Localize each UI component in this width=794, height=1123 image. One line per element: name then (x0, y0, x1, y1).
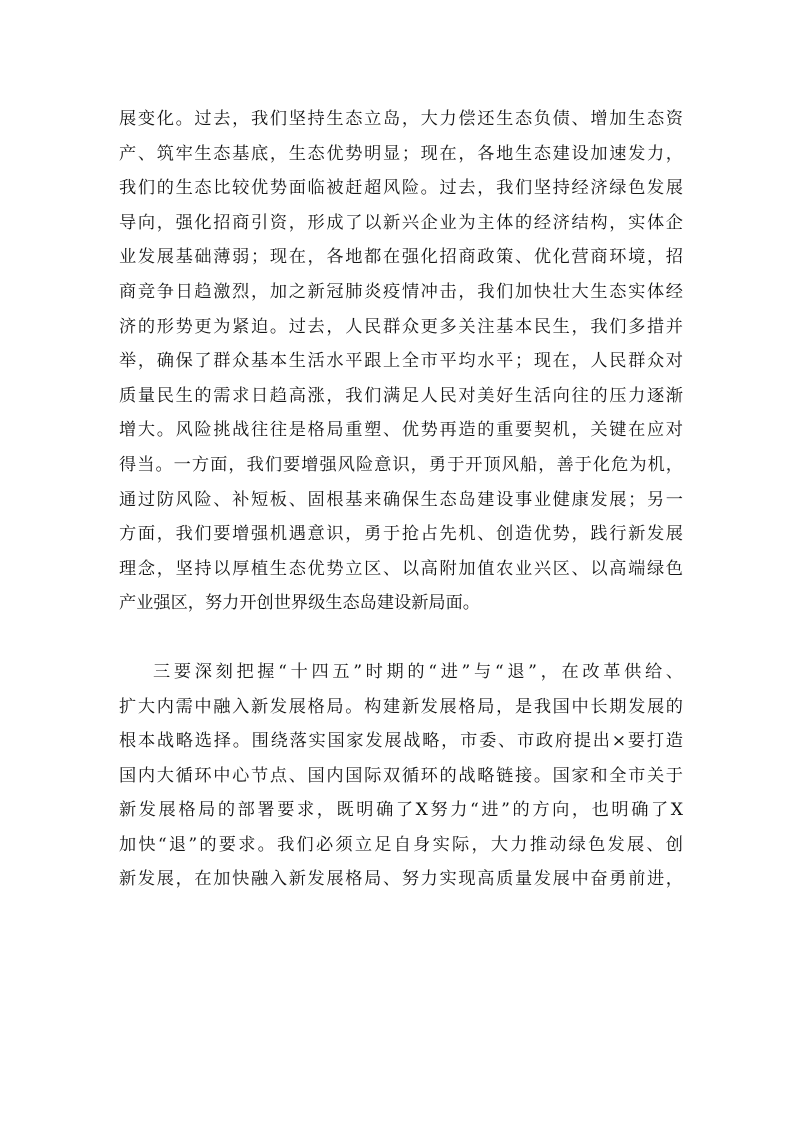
text-line: 举，确保了群众基本生活水平跟上全市平均水平；现在，人民群众对 (119, 351, 683, 372)
text-line: 产业强区，努力开创世界级生态岛建设新局面。 (119, 593, 480, 614)
text-line: 得当。一方面，我们要增强风险意识，勇于开顶风船，善于化危为机， (119, 454, 683, 475)
text-line: 新发展格局的部署要求，既明确了X努力“进”的方向，也明确了X (119, 800, 683, 821)
text-line: 国内大循环中心节点、国内国际双循环的战略链接。国家和全市关于 (119, 765, 683, 786)
text-line: 根本战略选择。围绕落实国家发展战略，市委、市政府提出×要打造 (119, 731, 683, 752)
paragraph-1 (119, 102, 683, 621)
document-body (119, 102, 683, 897)
text-line: 产、筑牢生态基底，生态优势明显；现在，各地生态建设加速发力， (119, 143, 683, 164)
text-line: 增大。风险挑战往往是格局重塑、优势再造的重要契机，关键在应对 (119, 420, 683, 441)
text-line: 导向，强化招商引资，形成了以新兴企业为主体的经济结构，实体企 (119, 212, 683, 233)
text-line: 理念，坚持以厚植生态优势立区、以高附加值农业兴区、以高端绿色 (119, 558, 683, 579)
paragraph-2 (119, 655, 683, 897)
text-line: 新发展，在加快融入新发展格局、努力实现高质量发展中奋勇前进， (119, 869, 683, 890)
text-line: 方面，我们要增强机遇意识，勇于抢占先机、创造优势，践行新发展 (119, 524, 683, 545)
text-line: 商竞争日趋激烈，加之新冠肺炎疫情冲击，我们加快壮大生态实体经 (119, 281, 683, 302)
text-line: 质量民生的需求日趋高涨，我们满足人民对美好生活向往的压力逐渐 (119, 385, 683, 406)
text-line: 济的形势更为紧迫。过去，人民群众更多关注基本民生，我们多措并 (119, 316, 683, 337)
text-line: 扩大内需中融入新发展格局。构建新发展格局，是我国中长期发展的 (119, 696, 683, 717)
text-line: 我们的生态比较优势面临被赶超风险。过去，我们坚持经济绿色发展 (119, 178, 683, 199)
text-line: 通过防风险、补短板、固根基来确保生态岛建设事业健康发展；另一 (119, 489, 683, 510)
text-line: 加快“退”的要求。我们必须立足自身实际，大力推动绿色发展、创 (119, 834, 683, 855)
text-line: 展变化。过去，我们坚持生态立岛，大力偿还生态负债、增加生态资 (119, 109, 683, 129)
text-line: 业发展基础薄弱；现在，各地都在强化招商政策、优化营商环境，招 (119, 247, 683, 268)
paragraph-spacer (119, 621, 683, 655)
text-line: 三要深刻把握“十四五”时期的“进”与“退”，在改革供给、 (153, 661, 683, 682)
